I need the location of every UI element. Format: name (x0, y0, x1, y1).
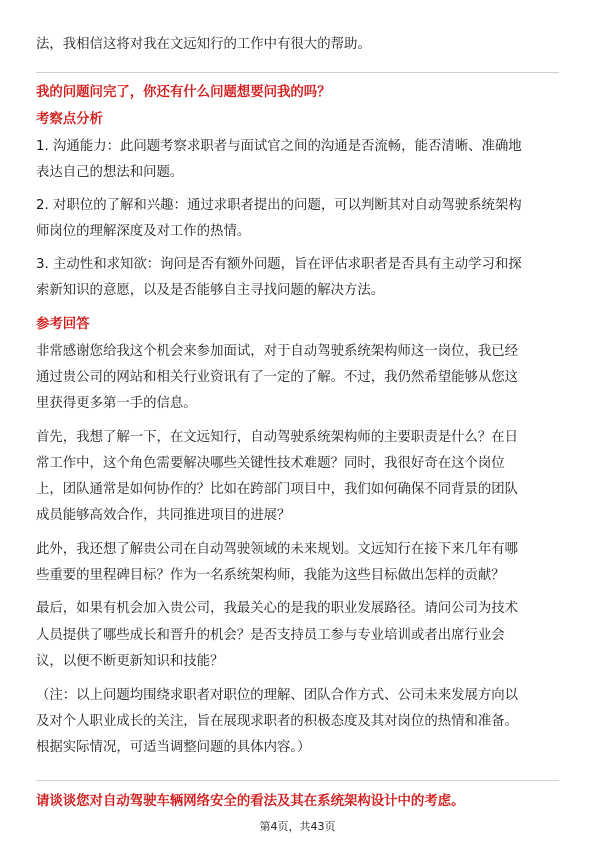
answer-line: 首先，我想了解一下，在文远知行，自动驾驶系统架构师的主要职责是什么？在日 (36, 430, 519, 445)
answer-line: 议，以便不断更新知识和技能？ (36, 654, 224, 669)
separator-line (36, 72, 559, 73)
answer-line: 常工作中，这个角色需要解决哪些关键性技术难题？同时，我很好奇在这个岗位 (36, 456, 505, 471)
next-question-title: 请谈谈您对自动驾驶车辆网络安全的看法及其在系统架构设计中的考虑。 (36, 794, 465, 809)
page-number: 第4页，共43页 (259, 820, 336, 833)
answer-line: 上，团队通常是如何协作的？比如在跨部门项目中，我们如何确保不同背景的团队 (36, 482, 519, 497)
analysis-item-2-line-2: 师岗位的理解深度及对工作的热情。 (36, 224, 251, 239)
analysis-item-1-line-2: 表达自己的想法和问题。 (36, 165, 184, 180)
answer-note-line: （注：以上问题均围绕求职者对职位的理解、团队合作方式、公司未来发展方向以 (36, 688, 519, 703)
answer-line: 最后，如果有机会加入贵公司，我最关心的是我的职业发展路径。请问公司为技术 (36, 601, 519, 616)
answer-note-line: 及对个人职业成长的关注，旨在展现求职者的积极态度及其对岗位的热情和准备。 (36, 714, 519, 729)
answer-line: 些重要的里程碑目标？作为一名系统架构师，我能为这些目标做出怎样的贡献？ (36, 568, 505, 583)
separator-line (36, 780, 559, 781)
answer-line: 通过贵公司的网站和相关行业资讯有了一定的了解。不过，我仍然希望能够从您这 (36, 370, 519, 385)
analysis-item-3-line-1: 3. 主动性和求知欲：询问是否有额外问题，旨在评估求职者是否具有主动学习和探 (36, 257, 522, 272)
question-title: 我的问题问完了，你还有什么问题想要问我的吗？ (36, 85, 331, 100)
analysis-item-1-line-1: 1. 沟通能力：此问题考察求职者与面试官之间的沟通是否流畅，能否清晰、准确地 (36, 139, 522, 154)
paragraph-line: 法，我相信这将对我在文远知行的工作中有很大的帮助。 (36, 37, 371, 52)
analysis-item-2-line-1: 2. 对职位的了解和兴趣：通过求职者提出的问题，可以判断其对自动驾驶系统架构 (36, 198, 522, 213)
answer-heading: 参考回答 (36, 317, 90, 332)
analysis-item-3-line-2: 索新知识的意愿，以及是否能够自主寻找问题的解决方法。 (36, 283, 385, 298)
analysis-heading: 考察点分析 (36, 112, 103, 127)
answer-note-line: 根据实际情况，可适当调整问题的具体内容。） (36, 740, 311, 755)
answer-line: 成员能够高效合作，共同推进项目的进展？ (36, 508, 291, 523)
answer-line: 里获得更多第一手的信息。 (36, 396, 197, 411)
answer-line: 此外，我还想了解贵公司在自动驾驶领域的未来规划。文远知行在接下来几年有哪 (36, 542, 519, 557)
answer-line: 人员提供了哪些成长和晋升的机会？是否支持员工参与专业培训或者出席行业会 (36, 628, 505, 643)
answer-line: 非常感谢您给我这个机会来参加面试，对于自动驾驶系统架构师这一岗位，我已经 (36, 344, 519, 359)
